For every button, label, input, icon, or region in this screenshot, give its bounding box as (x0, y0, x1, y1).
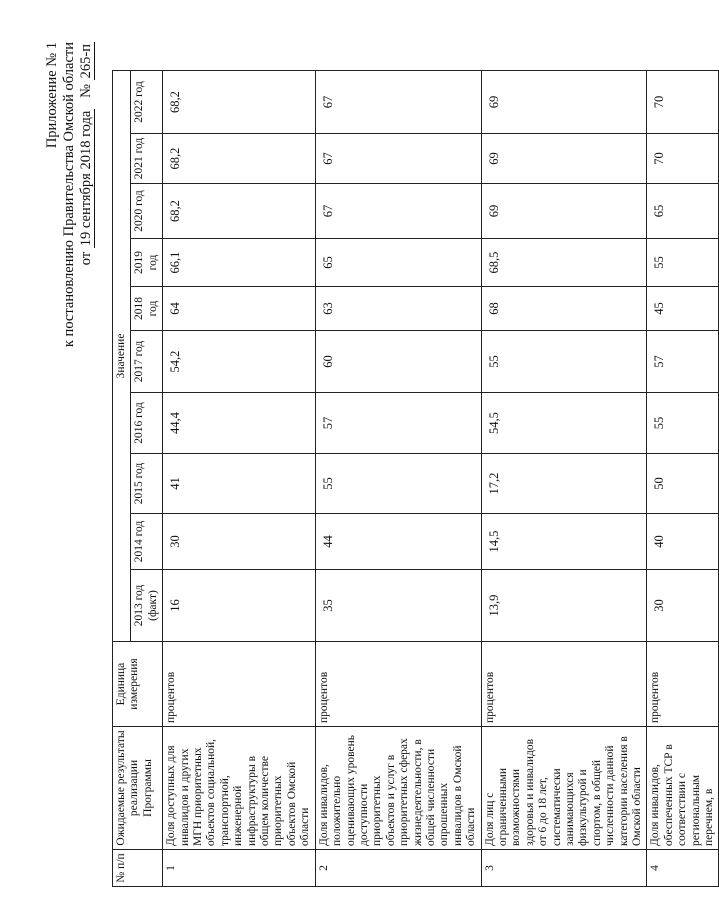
appendix-subtitle: к постановлению Правительства Омской области (61, 42, 77, 348)
year-header: 2015 год (131, 454, 163, 514)
year-header: 2014 год (131, 514, 163, 570)
col-num-header: № п/п (113, 850, 163, 887)
appendix-date-line (78, 42, 95, 562)
row-result: Доля доступных для инвалидов и других МГН приоритетных объектов социальной, транспортной, инженерной инфраструктуры в общем количестве приоритетных объектов Омской области (163, 727, 315, 850)
table-row (481, 71, 647, 887)
row-value: 68 (481, 287, 647, 331)
row-value: 55 (481, 331, 647, 393)
row-number: 3 (481, 850, 647, 887)
year-header: 2022 год (131, 71, 163, 134)
year-header: 2016 год (131, 393, 163, 454)
results-table (112, 70, 719, 887)
appendix-header (44, 42, 95, 562)
decree-number: 265-п (78, 44, 94, 79)
row-value: 54,5 (481, 393, 647, 454)
row-value: 63 (315, 287, 481, 331)
row-value: 14,5 (481, 514, 647, 570)
row-value: 70 (647, 71, 719, 134)
row-value: 69 (481, 71, 647, 134)
from-label: от (78, 251, 94, 266)
row-value: 16 (163, 570, 315, 642)
year-header: 2021 год (131, 134, 163, 184)
row-value: 44 (315, 514, 481, 570)
row-value: 67 (315, 184, 481, 239)
row-unit: процентов (647, 642, 719, 727)
row-value: 17,2 (481, 454, 647, 514)
row-value: 67 (315, 134, 481, 184)
row-value: 55 (647, 393, 719, 454)
row-value: 68,2 (163, 184, 315, 239)
decree-date: 19 сентября 2018 года (78, 110, 94, 247)
row-value: 69 (481, 134, 647, 184)
row-value: 68,5 (481, 239, 647, 287)
row-unit: процентов (163, 642, 315, 727)
row-value: 69 (481, 184, 647, 239)
appendix-title: Приложение № 1 (44, 42, 60, 149)
row-value: 55 (647, 239, 719, 287)
row-result: Доля инвалидов, обеспеченных ТСР в соответствии с региональным перечнем, в (647, 727, 719, 850)
row-value: 55 (315, 454, 481, 514)
table-row (315, 71, 481, 887)
row-value: 44,4 (163, 393, 315, 454)
row-value: 50 (647, 454, 719, 514)
row-value: 57 (315, 393, 481, 454)
row-value: 40 (647, 514, 719, 570)
row-value: 68,2 (163, 71, 315, 134)
row-value: 68,2 (163, 134, 315, 184)
row-unit: процентов (481, 642, 647, 727)
row-value: 41 (163, 454, 315, 514)
row-unit: процентов (315, 642, 481, 727)
year-header: 2020 год (131, 184, 163, 239)
row-value: 30 (163, 514, 315, 570)
row-result: Доля инвалидов, положительно оценивающих уровень доступности приоритетных объектов и услуг в приоритетных сферах жизнедеятельности, в общей численности опрошенных инвалидов в Омской области (315, 727, 481, 850)
row-value: 70 (647, 134, 719, 184)
col-unit-header: Единица измерения (113, 642, 163, 727)
row-number: 4 (647, 850, 719, 887)
row-value: 65 (647, 184, 719, 239)
row-number: 1 (163, 850, 315, 887)
row-value: 54,2 (163, 331, 315, 393)
number-label: № (78, 83, 94, 98)
row-value: 66,1 (163, 239, 315, 287)
row-value: 67 (315, 71, 481, 134)
table-row (647, 71, 719, 887)
row-value: 64 (163, 287, 315, 331)
table-row (163, 71, 315, 887)
row-value: 45 (647, 287, 719, 331)
row-result: Доля лиц с ограниченными возможностями здоровья и инвалидов от 6 до 18 лет, систематически занимающихся физкультурой и спортом, в общей численности данной категории населения в Омской области (481, 727, 647, 850)
year-header: 2013 год (факт) (131, 570, 163, 642)
row-value: 13,9 (481, 570, 647, 642)
row-value: 35 (315, 570, 481, 642)
year-header: 2019 год (131, 239, 163, 287)
row-value: 30 (647, 570, 719, 642)
col-result-header: Ожидаемые результаты реализации Программы (113, 727, 163, 850)
year-header: 2017 год (131, 331, 163, 393)
row-value: 65 (315, 239, 481, 287)
row-value: 60 (315, 331, 481, 393)
header-row-1 (113, 71, 131, 887)
year-header: 2018 год (131, 287, 163, 331)
col-value-header: Значение (113, 71, 131, 642)
row-number: 2 (315, 850, 481, 887)
row-value: 57 (647, 331, 719, 393)
